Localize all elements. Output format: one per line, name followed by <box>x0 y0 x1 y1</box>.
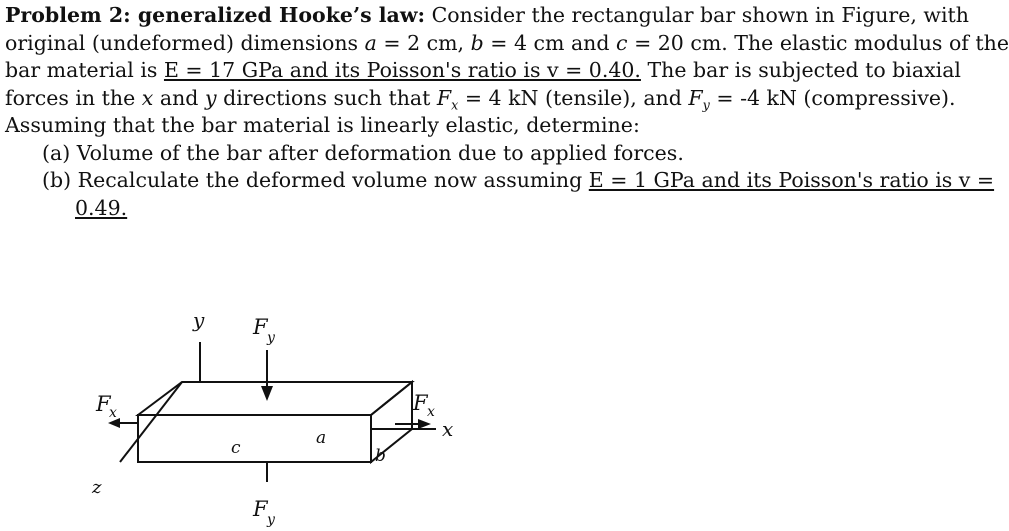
problem-text: = 4 cm and <box>490 31 610 55</box>
problem-text: directions such that <box>223 86 431 110</box>
problem-text: (b) Recalculate the deformed volume now assuming <box>42 168 583 192</box>
label-dim-c: c <box>231 438 241 458</box>
var-y: y <box>204 86 217 110</box>
var-b: b <box>470 31 484 55</box>
arrowhead-icon <box>261 386 273 401</box>
problem-line-5: Assuming that the bar material is linearly elastic, determine: <box>5 113 640 137</box>
problem-title: Problem 2: generalized Hooke’s law: <box>5 3 426 27</box>
problem-text: bar material is <box>5 58 158 82</box>
label-x-axis: x <box>442 417 454 441</box>
arrowhead-icon <box>418 419 431 429</box>
var-c: c <box>616 31 628 55</box>
label-fy-bottom-sub: y <box>267 512 275 528</box>
material-properties: E = 17 GPa and its Poisson's ratio is v = 0.40. <box>163 58 641 82</box>
label-fx-right: F <box>413 391 428 415</box>
label-fy-top-sub: y <box>267 330 275 346</box>
var-F: F <box>688 86 703 110</box>
label-fx-left: F <box>96 392 111 416</box>
sub-x: x <box>451 97 459 113</box>
material-properties-b: E = 1 GPa and its Poisson's ratio is v = <box>588 168 995 192</box>
label-fy-bottom: F <box>253 497 268 521</box>
label-dim-a: a <box>316 428 327 448</box>
force-x-value: = 4 kN (tensile), and <box>464 86 682 110</box>
label-fy-top: F <box>253 315 268 339</box>
bar-front-face <box>138 415 371 462</box>
label-dim-b: b <box>375 446 386 466</box>
problem-text: and <box>159 86 199 110</box>
var-x: x <box>141 86 154 110</box>
var-a: a <box>364 31 377 55</box>
label-fx-left-sub: x <box>109 405 117 421</box>
poisson-value-b: 0.49. <box>75 196 128 220</box>
sub-y: y <box>702 97 710 113</box>
label-fx-right-sub: x <box>427 404 435 420</box>
question-a: (a) Volume of the bar after deformation due to applied forces. <box>42 141 684 165</box>
label-y-axis: y <box>193 308 205 332</box>
force-y-value: = -4 kN (compressive). <box>716 86 956 110</box>
problem-text: = 20 cm. The elastic modulus of the <box>634 31 1009 55</box>
label-z-axis: z <box>92 477 102 498</box>
problem-text: Consider the rectangular bar shown in Figure, with <box>431 3 969 27</box>
var-F: F <box>436 86 452 110</box>
problem-text: forces in the <box>5 86 136 110</box>
problem-text: = 2 cm, <box>383 31 465 55</box>
problem-text: The bar is subjected to biaxial <box>647 58 961 82</box>
problem-text: original (undeformed) dimensions <box>5 31 359 55</box>
